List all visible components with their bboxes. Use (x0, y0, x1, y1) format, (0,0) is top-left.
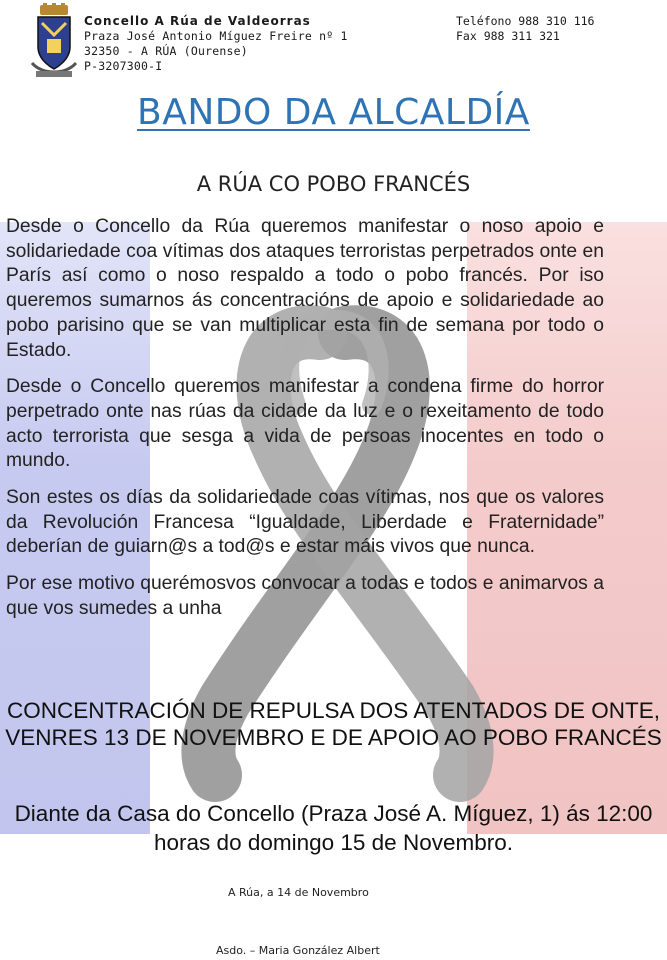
announcement-text (6, 215, 604, 634)
letterhead (0, 0, 667, 90)
council-postal: 32350 - A RÚA (Ourense) (84, 44, 248, 58)
council-details (84, 14, 348, 74)
date-line: A Rúa, a 14 de Novembro (228, 886, 369, 899)
paragraph: Desde o Concello da Rúa queremos manifestar o noso apoio e solidariedade coa vítimas dos ataques terroristas perpetrados onte en París así como o noso respaldo a todo o pobo francés. Por iso queremos sumarnos ás concentracións de apoio e solidariedade ao pobo parisino que se van multiplicar esta fin de semana por todo o Estado. (6, 216, 604, 361)
fax-number: Fax 988 311 321 (456, 29, 560, 43)
document-title: BANDO DA ALCALDÍA (137, 92, 530, 133)
paragraph: Desde o Concello queremos manifestar a condena firme do horror perpetrado onte nas rúas da cidade da luz e o rexeitamento de todo acto terrorista que sesga a vida de persoas inocentes en todo o mundo. (6, 376, 604, 472)
paragraph: Por ese motivo querémosvos convocar a todas e todos e animarvos a que vos sumedes a unha (6, 573, 604, 619)
council-tax-id: P-3207300-I (84, 59, 163, 73)
event-heading: CONCENTRACIÓN DE REPULSA DOS ATENTADOS DE ONTE, VENRES 13 DE NOVEMBRO E DE APOIO AO POBO FRANCÉS (5, 698, 662, 750)
phone-number: Teléfono 988 310 116 (456, 14, 595, 28)
council-address: Praza José Antonio Míguez Freire nº 1 (84, 29, 348, 43)
council-name: Concello A Rúa de Valdeorras (84, 14, 311, 28)
paragraph: Son estes os días da solidariedade coas vítimas, nos que os valores da Revolución Francesa “Igualdade, Liberdade e Fraternidade” deberían de guiarn@s a tod@s e estar máis vivos que nunca. (6, 487, 604, 558)
coat-of-arms-icon (30, 3, 78, 81)
contact-details (456, 14, 594, 44)
event-location-time: Diante da Casa do Concello (Praza José A. Míguez, 1) ás 12:00 horas do domingo 15 de Novembro. (14, 801, 653, 855)
signature-line: Asdo. – Maria González Albert (216, 944, 380, 957)
document-subtitle: A RÚA CO POBO FRANCÉS (196, 172, 471, 196)
